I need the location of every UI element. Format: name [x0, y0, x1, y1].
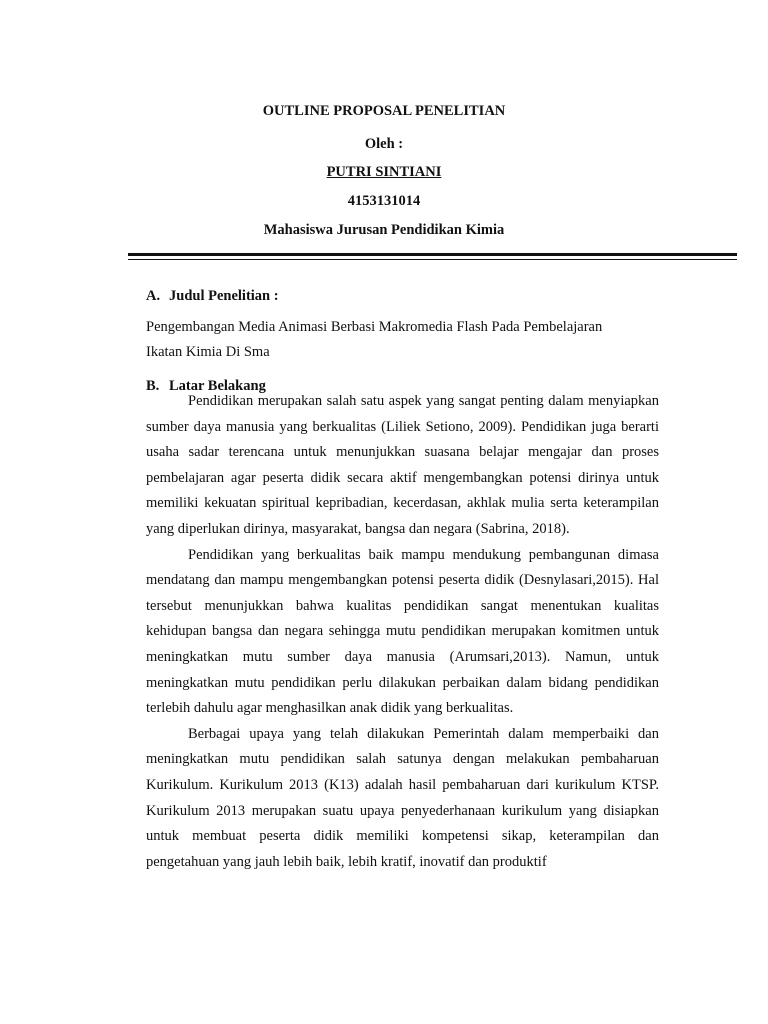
paragraph: Pendidikan merupakan salah satu aspek yang sangat penting dalam menyiapkan sumber daya manusia yang berkualitas (Liliek Setiono, 2009). Pendidikan juga berarti usaha sadar terencana untuk menunjukkan suasana belajar mengajar dan proses pembelajaran agar peserta didik secara aktif mengembangkan potensi dirinya untuk memiliki kekuatan spiritual kepribadian, kecerdasan, akhlak mulia serta keterampilan yang diperlukan dirinya, masyarakat, bangsa dan negara (Sabrina, 2018).: [146, 393, 659, 537]
section-b-letter: B.: [146, 378, 160, 394]
author-name: PUTRI SINTIANI: [326, 164, 442, 180]
paragraph: Berbagai upaya yang telah dilakukan Pemerintah dalam memperbaiki dan meningkatkan mutu pendidikan salah satunya dengan melakukan pembaharuan Kurikulum. Kurikulum 2013 (K13) adalah hasil pembaharuan dari kurikulum KTSP. Kurikulum 2013 merupakan suatu upaya penyederhanaan kurikulum yang disiapkan untuk membuat peserta didik memiliki kompetensi sikap, keterampilan dan pengetahuan yang jauh lebih baik, lebih kratif, inovatif dan produktif: [146, 725, 659, 870]
student-major: Mahasiswa Jurusan Pendidikan Kimia: [263, 222, 505, 238]
author-label: Oleh :: [364, 136, 404, 152]
section-b-heading-text: Latar Belakang: [169, 378, 266, 394]
section-a-heading: [146, 287, 279, 305]
student-id: 4153131014: [347, 193, 421, 209]
header-divider-thick: [128, 253, 737, 256]
header-divider-thin: [128, 259, 737, 260]
paragraph: Pendidikan yang berkualitas baik mampu mendukung pembangunan dimasa mendatang dan mampu mengembangkan potensi peserta didik (Desnylasari,2015). Hal tersebut menunjukkan bahwa kualitas pendidikan sangat menentukan kualitas kehidupan bangsa dan negara sehingga mutu pendidikan merupakan komitmen untuk meningkatkan mutu sumber daya manusia (Arumsari,2013). Namun, untuk meningkatkan mutu pendidikan perlu dilakukan perbaikan dalam bidang pendidikan terlebih dahulu agar menghasilkan anak didik yang berkualitas.: [146, 546, 659, 717]
research-title-line-1: Pengembangan Media Animasi Berbasi Makromedia Flash Pada Pembelajaran: [146, 319, 603, 335]
section-a-letter: A.: [146, 288, 161, 304]
document-title: OUTLINE PROPOSAL PENELITIAN: [262, 103, 506, 119]
background-body: [146, 389, 659, 875]
section-a-heading-text: Judul Penelitian :: [169, 288, 279, 304]
research-title-line-2: Ikatan Kimia Di Sma: [146, 344, 270, 360]
